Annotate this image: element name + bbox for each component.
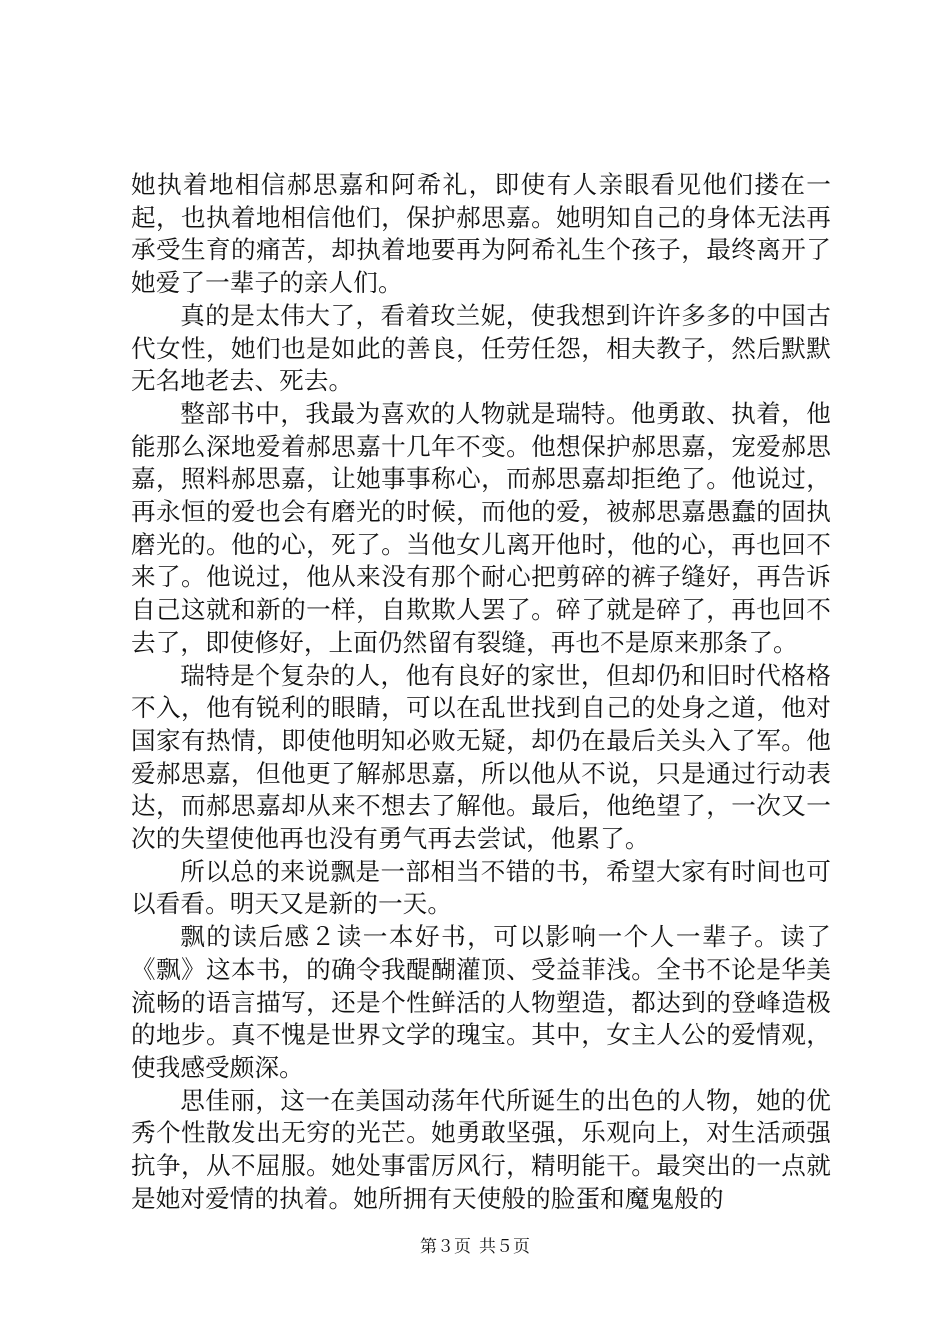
paragraph-1: 她执着地相信郝思嘉和阿希礼，即使有人亲眼看见他们搂在一起，也执着地相信他们，保护郝思嘉。她明知自己的身体无法再承受生育的痛苦，却执着地要再为阿希礼生个孩子，最终离开了她爱了一辈子的亲人们。 bbox=[131, 170, 831, 298]
document-body bbox=[131, 169, 831, 1216]
paragraph-7: 思佳丽，这一在美国动荡年代所诞生的出色的人物，她的优秀个性散发出无穷的光芒。她勇敢坚强，乐观向上，对生活顽强抗争，从不屈服。她处事雷厉风行，精明能干。最突出的一点就是她对爱情的执着。她所拥有天使般的脸蛋和魔鬼般的 bbox=[131, 1085, 831, 1213]
paragraph-2: 真的是太伟大了，看着玫兰妮，使我想到许许多多的中国古代女性，她们也是如此的善良，任劳任怨，相夫教子，然后默默无名地老去、死去。 bbox=[131, 300, 831, 396]
paragraph-4: 瑞特是个复杂的人，他有良好的家世，但却仍和旧时代格格不入，他有锐利的眼睛，可以在乱世找到自己的处身之道，他对国家有热情，即使他明知必败无疑，却仍在最后关头入了军。他爱郝思嘉，但他更了解郝思嘉，所以他从不说，只是通过行动表达，而郝思嘉却从来不想去了解他。最后，他绝望了，一次又一次的失望使他再也没有勇气再去尝试，他累了。 bbox=[131, 660, 831, 854]
page-number: 第３页 bbox=[420, 1237, 471, 1257]
paragraph-5: 所以总的来说飘是一部相当不错的书，希望大家有时间也可以看看。明天又是新的一天。 bbox=[131, 856, 831, 919]
page-total: 共５页 bbox=[479, 1237, 530, 1257]
page-footer bbox=[0, 1236, 950, 1258]
paragraph-3: 整部书中，我最为喜欢的人物就是瑞特。他勇敢、执着，他能那么深地爱着郝思嘉十几年不变。他想保护郝思嘉，宠爱郝思嘉，照料郝思嘉，让她事事称心，而郝思嘉却拒绝了。他说过，再永恒的爱也会有磨光的时候，而他的爱，被郝思嘉愚蠢的固执磨光的。他的心，死了。当他女儿离开他时，他的心，再也回不来了。他说过，他从来没有那个耐心把剪碎的裤子缝好，再告诉自己这就和新的一样，自欺欺人罢了。碎了就是碎了，再也回不去了，即使修好，上面仍然留有裂缝，再也不是原来那条了。 bbox=[131, 398, 831, 657]
paragraph-6: 飘的读后感２读一本好书，可以影响一个人一辈子。读了《飘》这本书，的确令我醍醐灌顶、受益菲浅。全书不论是华美流畅的语言描写，还是个性鲜活的人物塑造，都达到的登峰造极的地步。真不愧是世界文学的瑰宝。其中，女主人公的爱情观，使我感受颇深。 bbox=[131, 922, 831, 1082]
